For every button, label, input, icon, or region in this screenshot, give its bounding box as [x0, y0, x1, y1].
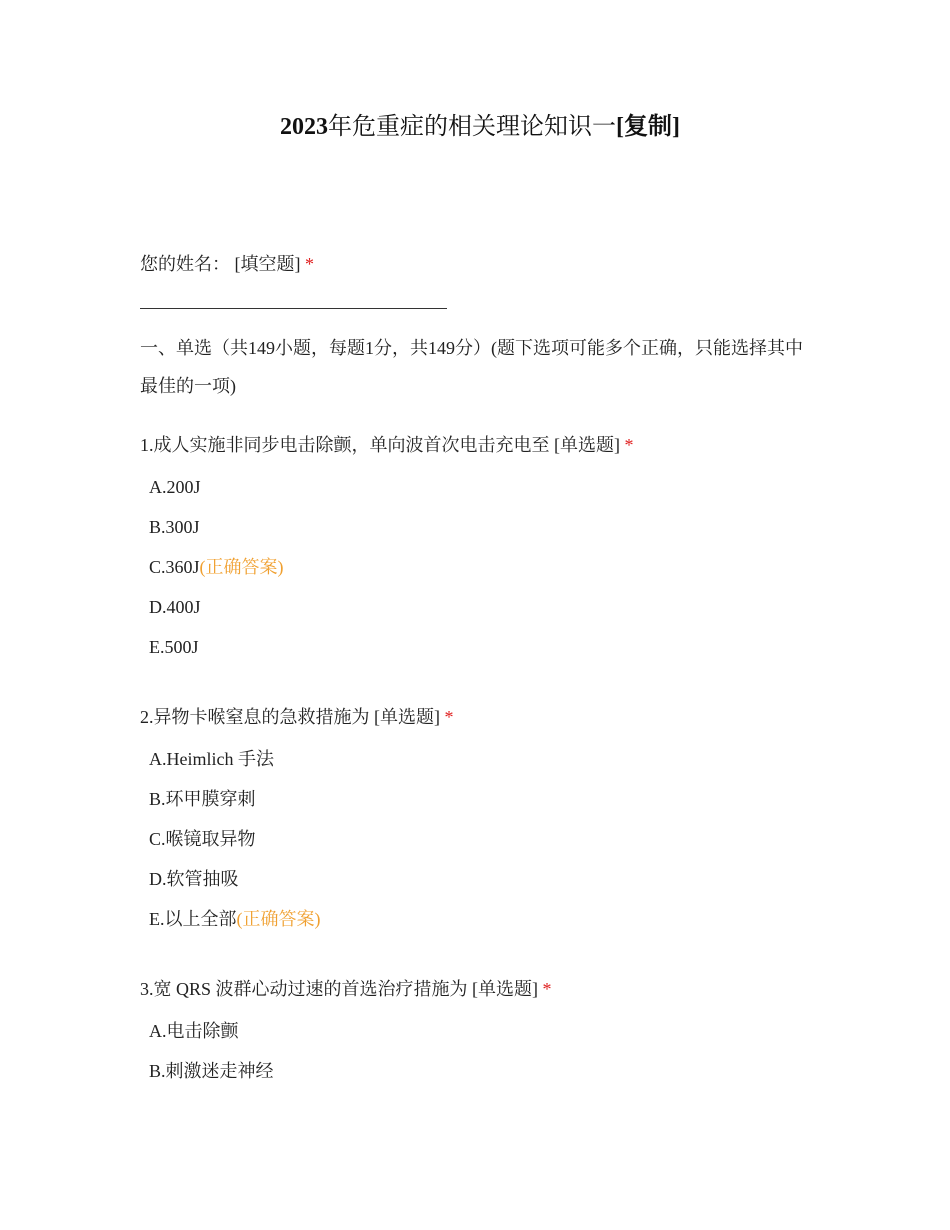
answer-option[interactable] [140, 507, 820, 547]
option-label: C.360J [149, 557, 200, 577]
question-1 [140, 427, 820, 667]
question-text [140, 699, 820, 735]
answer-option[interactable] [140, 899, 820, 939]
option-label: A.电击除颤 [149, 1021, 239, 1041]
question-stem: 3.宽 QRS 波群心动过速的首选治疗措施为 [140, 979, 468, 999]
question-stem: 2.异物卡喉窒息的急救措施为 [140, 707, 370, 727]
answer-option[interactable] [140, 1011, 820, 1051]
survey-content [140, 248, 820, 1123]
option-label: D.400J [149, 597, 201, 617]
answer-option[interactable] [140, 859, 820, 899]
title-text: 年危重症的相关理论知识一 [328, 114, 616, 140]
question-3 [140, 971, 820, 1091]
answer-option[interactable] [140, 547, 820, 587]
option-label: A.200J [149, 477, 201, 497]
question-list [140, 427, 820, 1091]
option-label: B.300J [149, 517, 200, 537]
section-header: 一、单选（共149小题，每题1分，共149分）(题下选项可能多个正确，只能选择其中最佳的一项) [140, 338, 803, 396]
answer-option[interactable] [140, 819, 820, 859]
required-mark: * [444, 707, 454, 727]
question-stem: 1.成人实施非同步电击除颤，单向波首次电击充电至 [140, 435, 550, 455]
question-text [140, 427, 820, 463]
answer-option[interactable] [140, 1051, 820, 1091]
correct-answer-marker: (正确答案) [236, 909, 321, 929]
option-label: C.喉镜取异物 [149, 829, 256, 849]
answer-option[interactable] [140, 779, 820, 819]
option-label: E.以上全部 [149, 909, 237, 929]
required-mark: * [624, 435, 634, 455]
question-2 [140, 699, 820, 939]
answer-option[interactable] [140, 627, 820, 667]
name-label: 您的姓名： [140, 254, 230, 274]
question-type-tag: [单选题] [472, 979, 539, 999]
option-label: B.刺激迷走神经 [149, 1061, 274, 1081]
question-text [140, 971, 820, 1007]
name-type-tag: [填空题] [234, 254, 301, 274]
name-question [140, 248, 820, 280]
option-label: E.500J [149, 637, 199, 657]
page-title [0, 110, 950, 144]
title-suffix: [复制] [616, 114, 680, 140]
title-year: 2023 [280, 114, 328, 140]
required-mark: * [305, 254, 314, 274]
answer-option[interactable] [140, 467, 820, 507]
name-input-line[interactable] [140, 308, 447, 309]
required-mark: * [542, 979, 552, 999]
answer-option[interactable] [140, 739, 820, 779]
correct-answer-marker: (正确答案) [199, 557, 284, 577]
answer-option[interactable] [140, 587, 820, 627]
option-label: A.Heimlich 手法 [149, 749, 274, 769]
question-type-tag: [单选题] [554, 435, 620, 455]
question-type-tag: [单选题] [374, 707, 440, 727]
option-label: D.软管抽吸 [149, 869, 239, 889]
option-label: B.环甲膜穿刺 [149, 789, 256, 809]
